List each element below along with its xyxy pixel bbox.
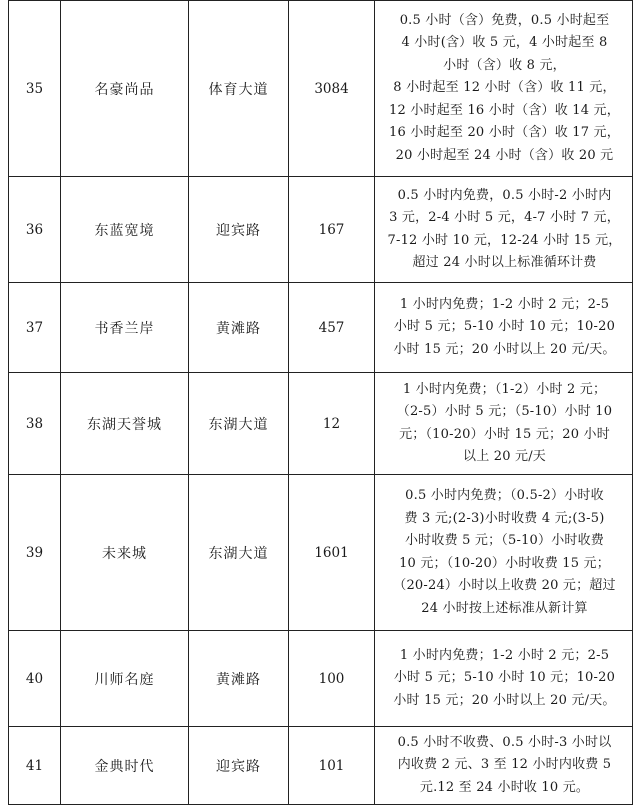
table-row bbox=[9, 373, 633, 475]
fee-line: 1 小时内免费；1-2 小时 2 元；2-5 bbox=[399, 296, 610, 312]
row-number: 35 bbox=[9, 1, 61, 177]
table-row bbox=[9, 727, 633, 805]
fee-line: 8 小时起至 12 小时（含）收 11 元， bbox=[393, 80, 616, 96]
row-number: 41 bbox=[9, 727, 61, 805]
row-number: 40 bbox=[9, 631, 61, 727]
fee-line: （2-5）小时 5 元；（5-10）小时 10 bbox=[396, 404, 613, 419]
parking-space-count: 100 bbox=[289, 631, 375, 727]
row-number: 36 bbox=[9, 177, 61, 283]
fee-line: 小时收费 5 元；（5-10）小时收费 bbox=[404, 533, 605, 548]
table-body bbox=[9, 1, 633, 805]
fee-line: 7-12 小时 10 元，12-24 小时 15 元， bbox=[387, 232, 622, 248]
fee-line: 小时 15 元；20 小时以上 20 元/天。 bbox=[393, 692, 616, 708]
table-row bbox=[9, 631, 633, 727]
road-name: 黄滩路 bbox=[189, 631, 289, 727]
fee-standard bbox=[375, 373, 633, 475]
fee-standard bbox=[375, 631, 633, 727]
community-name: 川师名庭 bbox=[61, 631, 189, 727]
road-name: 东湖大道 bbox=[189, 373, 289, 475]
row-number: 38 bbox=[9, 373, 61, 475]
road-name: 迎宾路 bbox=[189, 727, 289, 805]
parking-space-count: 167 bbox=[289, 177, 375, 283]
fee-standard bbox=[375, 283, 633, 373]
fee-line: 0.5 小时不收费、0.5 小时-3 小时以 bbox=[397, 734, 612, 750]
fee-line: 16 小时起至 20 小时（含）收 17 元， bbox=[389, 125, 620, 141]
road-name: 迎宾路 bbox=[189, 177, 289, 283]
table-row bbox=[9, 177, 633, 283]
road-name: 黄滩路 bbox=[189, 283, 289, 373]
row-number: 39 bbox=[9, 475, 61, 631]
fee-line: 0.5 小时内免费；（0.5-2）小时收 bbox=[405, 488, 604, 503]
community-name: 东蓝宽境 bbox=[61, 177, 189, 283]
road-name: 体育大道 bbox=[189, 1, 289, 177]
fee-line: 1 小时内免费；（1-2）小时 2 元； bbox=[402, 381, 607, 397]
community-name: 书香兰岸 bbox=[61, 283, 189, 373]
parking-space-count: 12 bbox=[289, 373, 375, 475]
table-row bbox=[9, 283, 633, 373]
fee-line: 费 3 元;(2-3)小时收费 4 元;(3-5) bbox=[404, 510, 605, 526]
fee-line: 24 小时按上述标准从新计算 bbox=[421, 600, 588, 616]
fee-line: 内收费 2 元、3 至 12 小时内收费 5 bbox=[397, 757, 612, 773]
fee-line: 0.5 小时（含）免费，0.5 小时起至 bbox=[399, 12, 610, 28]
fee-line: 4 小时(含）收 5 元，4 小时起至 8 bbox=[401, 35, 608, 51]
parking-space-count: 457 bbox=[289, 283, 375, 373]
road-name: 东湖大道 bbox=[189, 475, 289, 631]
fee-line: 超过 24 小时以上标准循环计费 bbox=[412, 255, 597, 270]
fee-line: 0.5 小时内免费，0.5 小时-2 小时内 bbox=[397, 187, 612, 203]
table-row bbox=[9, 1, 633, 177]
fee-standard bbox=[375, 475, 633, 631]
community-name: 东湖天誉城 bbox=[61, 373, 189, 475]
fee-line: 元.12 至 24 小时收 10 元。 bbox=[419, 779, 590, 795]
fee-line: 小时 5 元；5-10 小时 10 元；10-20 bbox=[393, 670, 616, 686]
fee-standard bbox=[375, 1, 633, 177]
community-name: 金典时代 bbox=[61, 727, 189, 805]
parking-space-count: 3084 bbox=[289, 1, 375, 177]
row-number: 37 bbox=[9, 283, 61, 373]
fee-standard bbox=[375, 727, 633, 805]
fee-line: （20-24）小时以上收费 20 元；超过 bbox=[393, 578, 616, 593]
community-name: 名豪尚品 bbox=[61, 1, 189, 177]
fee-line: 小时 5 元；5-10 小时 10 元；10-20 bbox=[393, 319, 616, 335]
table-row bbox=[9, 475, 633, 631]
fee-standard bbox=[375, 177, 633, 283]
fee-line: 12 小时起至 16 小时（含）收 14 元， bbox=[389, 102, 620, 118]
fee-line: 10 元；（10-20）小时收费 15 元； bbox=[399, 555, 610, 571]
fee-line: 1 小时内免费；1-2 小时 2 元；2-5 bbox=[399, 647, 610, 663]
fee-line: 以上 20 元/天 bbox=[463, 449, 546, 464]
fee-line: 20 小时起至 24 小时（含）收 20 元 bbox=[395, 147, 614, 163]
fee-line: 元；（10-20）小时 15 元；20 小时 bbox=[399, 426, 610, 442]
fee-line: 3 元，2-4 小时 5 元，4-7 小时 7 元， bbox=[389, 210, 620, 225]
community-name: 未来城 bbox=[61, 475, 189, 631]
parking-fee-table bbox=[8, 0, 633, 805]
fee-line: 小时 15 元；20 小时以上 20 元/天。 bbox=[393, 341, 616, 357]
parking-space-count: 1601 bbox=[289, 475, 375, 631]
fee-line: 小时（含）收 8 元， bbox=[443, 57, 566, 73]
parking-space-count: 101 bbox=[289, 727, 375, 805]
